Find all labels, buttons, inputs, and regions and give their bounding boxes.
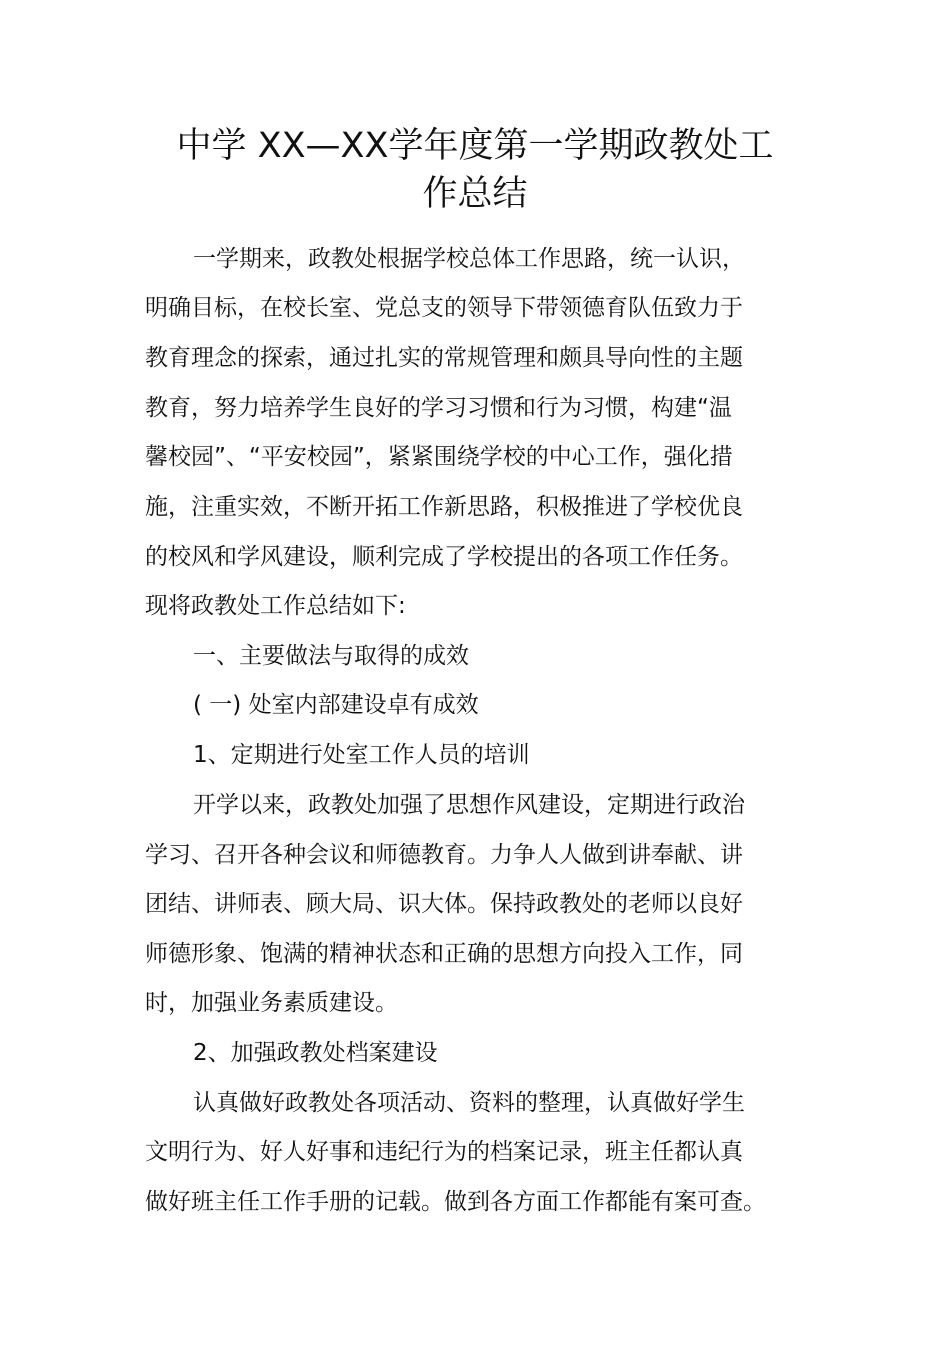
paragraph-line: 开学以来，政教处加强了思想作风建设，定期进行政治 xyxy=(193,792,745,818)
paragraph-line: 教育，努力培养学生良好的学习习惯和行为习惯，构建“温 xyxy=(145,395,732,421)
item-heading: 2、加强政教处档案建设 xyxy=(193,1040,438,1066)
paragraph-line: 认真做好政教处各项活动、资料的整理，认真做好学生 xyxy=(193,1090,745,1116)
title-line-1: 中学 XX—XX学年度第一学期政教处工 xyxy=(176,126,774,166)
paragraph-line: 现将政教处工作总结如下: xyxy=(145,593,406,619)
subsection-heading: ( 一) 处室内部建设卓有成效 xyxy=(193,692,479,718)
paragraph-line: 教育理念的探索，通过扎实的常规管理和颇具导向性的主题 xyxy=(145,345,743,371)
paragraph-line: 馨校园”、“平安校园”，紧紧围绕学校的中心工作，强化措 xyxy=(145,444,733,470)
paragraph-line: 团结、讲师表、顾大局、识大体。保持政教处的老师以良好 xyxy=(145,891,743,917)
paragraph-line: 师德形象、饱满的精神状态和正确的思想方向投入工作，同 xyxy=(145,941,743,967)
paragraph-line: 施，注重实效，不断开拓工作新思路，积极推进了学校优良 xyxy=(145,494,743,520)
title-line-2: 作总结 xyxy=(422,174,528,214)
paragraph-line: 时，加强业务素质建设。 xyxy=(145,990,398,1016)
item-heading: 1、定期进行处室工作人员的培训 xyxy=(193,742,530,768)
paragraph-line: 做好班主任工作手册的记载。做到各方面工作都能有案可查。 xyxy=(145,1189,766,1215)
paragraph-line: 学习、召开各种会议和师德教育。力争人人做到讲奉献、讲 xyxy=(145,842,743,868)
paragraph-line: 一学期来，政教处根据学校总体工作思路，统一认识， xyxy=(193,246,745,272)
paragraph-line: 的校风和学风建设，顺利完成了学校提出的各项工作任务。 xyxy=(145,544,743,570)
section-heading: 一、主要做法与取得的成效 xyxy=(193,643,469,669)
paragraph-line: 明确目标，在校长室、党总支的领导下带领德育队伍致力于 xyxy=(145,295,743,321)
paragraph-line: 文明行为、好人好事和违纪行为的档案记录，班主任都认真 xyxy=(145,1139,743,1165)
